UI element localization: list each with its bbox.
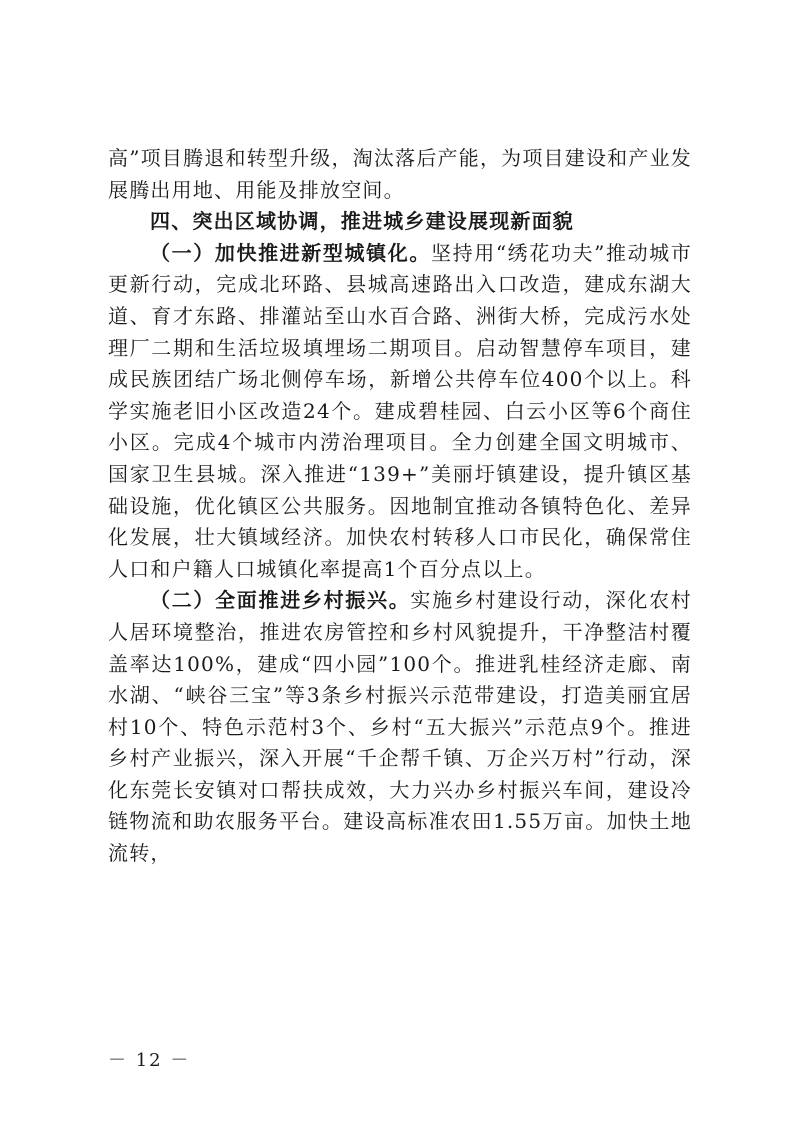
subsection-lead: （二）全面推进乡村振兴。: [150, 588, 411, 613]
page-number: － 12 －: [108, 1050, 191, 1071]
subsection-body: 坚持用“绣花功夫”推动城市更新行动，完成北环路、县城高速路出入口改造，建成东湖大道、育才东路、排灌站至山水百合路、洲街大桥，完成污水处理厂二期和生活垃圾填埋场二期项目。启动智慧停车项目，建成民族团结广场北侧停车场，新增公共停车位400个以上。科学实施老旧小区改造24个。建成碧桂园、白云小区等6个商住小区。完成4个城市内涝治理项目。全力创建全国文明城市、国家卫生县城。深入推进“139+”美丽圩镇建设，提升镇区基础设施，优化镇区公共服务。因地制宜推动各镇特色化、差异化发展，壮大镇域经济。加快农村转移人口市民化，确保常住人口和户籍人口城镇化率提高1个百分点以上。: [108, 240, 692, 581]
section-heading: 四、突出区域协调，推进城乡建设展现新面貌: [150, 209, 574, 234]
subsection-lead: （一）加快推进新型城镇化。: [150, 240, 431, 265]
intro-paragraph: 高”项目腾退和转型升级，淘汰落后产能，为项目建设和产业发展腾出用地、用能及排放空间。: [108, 146, 692, 202]
document-body: [108, 143, 692, 870]
subsection-urbanization: [108, 238, 692, 586]
subsection-body: 实施乡村建设行动，深化农村人居环境整治，推进农房管控和乡村风貌提升，干净整洁村覆盖率达100%，建成“四小园”100个。推进乳桂经济走廊、南水湖、“峡谷三宝”等3条乡村振兴示范带建设，打造美丽宜居村10个、特色示范村3个、乡村“五大振兴”示范点9个。推进乡村产业振兴，深入开展“千企帮千镇、万企兴万村”行动，深化东莞长安镇对口帮扶成效，大力兴办乡村振兴车间，建设冷链物流和助农服务平台。建设高标准农田1.55万亩。加快土地流转，: [108, 588, 692, 866]
subsection-rural-revitalization: [108, 585, 692, 869]
